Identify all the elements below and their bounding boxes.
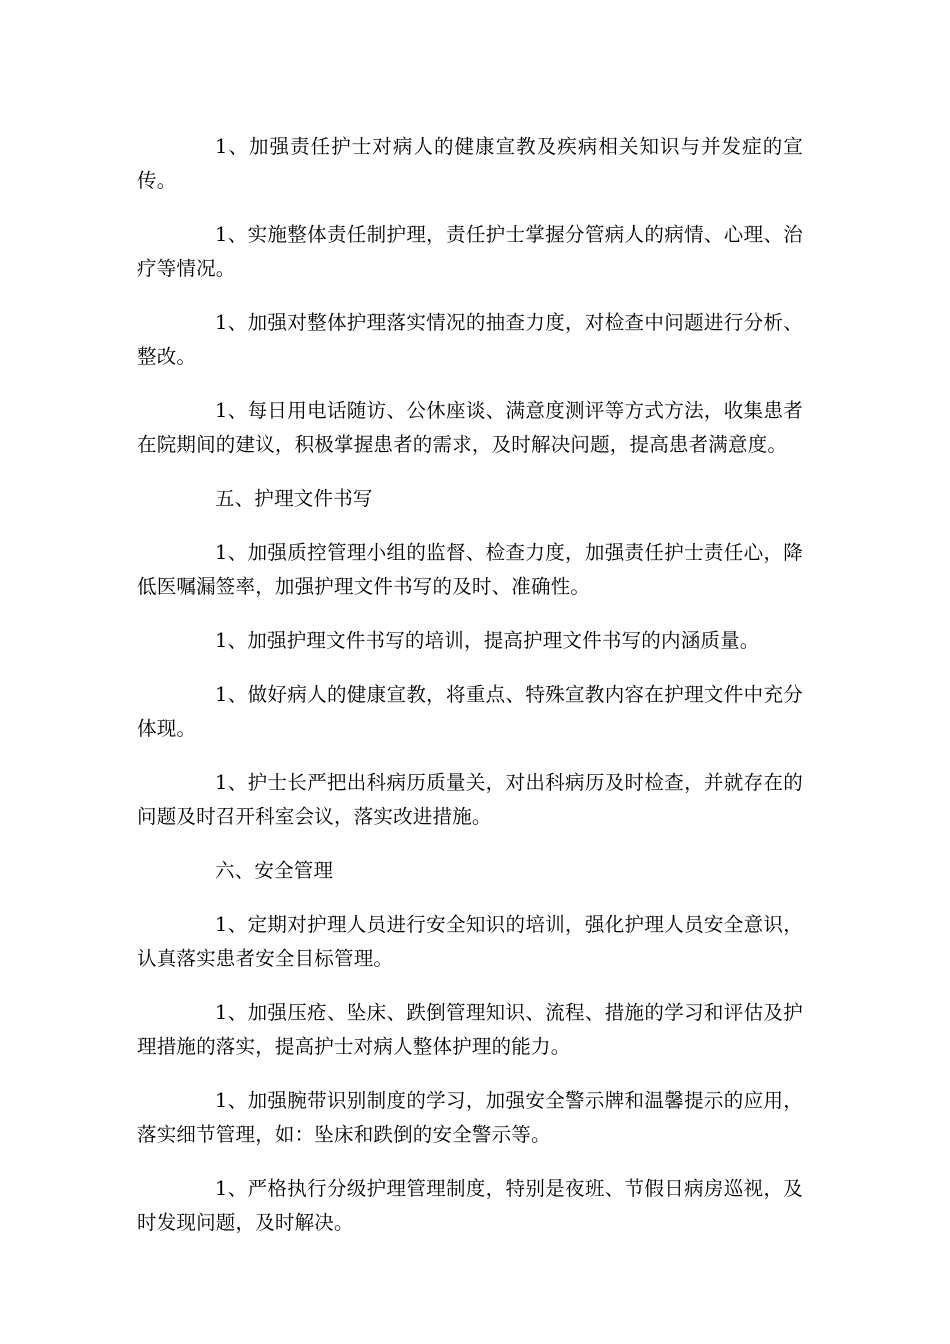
paragraph-item: 1、加强责任护士对病人的健康宣教及疾病相关知识与并发症的宣传。 — [137, 135, 803, 192]
paragraph-item: 1、加强压疮、坠床、跌倒管理知识、流程、措施的学习和评估及护理措施的落实，提高护士对病人整体护理的能力。 — [137, 1001, 803, 1058]
document-page — [137, 130, 803, 1240]
paragraph-item: 1、护士长严把出科病历质量关，对出科病历及时检查，并就存在的问题及时召开科室会议，落实改进措施。 — [137, 771, 803, 828]
paragraph-item: 1、定期对护理人员进行安全知识的培训，强化护理人员安全意识，认真落实患者安全目标管理。 — [137, 913, 803, 970]
paragraph-item: 1、每日用电话随访、公休座谈、满意度测评等方式方法，收集患者在院期间的建议，积极掌握患者的需求，及时解决问题，提高患者满意度。 — [137, 399, 803, 456]
paragraph-item: 1、加强护理文件书写的培训，提高护理文件书写的内涵质量。 — [215, 629, 760, 652]
section-heading: 五、护理文件书写 — [215, 487, 373, 510]
paragraph-item: 1、实施整体责任制护理，责任护士掌握分管病人的病情、心理、治疗等情况。 — [137, 223, 803, 280]
section-heading: 六、安全管理 — [215, 859, 334, 882]
paragraph-item: 1、做好病人的健康宣教，将重点、特殊宣教内容在护理文件中充分体现。 — [137, 683, 803, 740]
paragraph-item: 1、加强腕带识别制度的学习，加强安全警示牌和温馨提示的应用，落实细节管理，如：坠床和跌倒的安全警示等。 — [137, 1089, 803, 1146]
paragraph-item: 1、加强质控管理小组的监督、检查力度，加强责任护士责任心，降低医嘱漏签率，加强护理文件书写的及时、准确性。 — [137, 541, 803, 598]
paragraph-item: 1、严格执行分级护理管理制度，特别是夜班、节假日病房巡视，及时发现问题，及时解决。 — [137, 1177, 803, 1234]
paragraph-item: 1、加强对整体护理落实情况的抽查力度，对检查中问题进行分析、整改。 — [137, 311, 803, 368]
